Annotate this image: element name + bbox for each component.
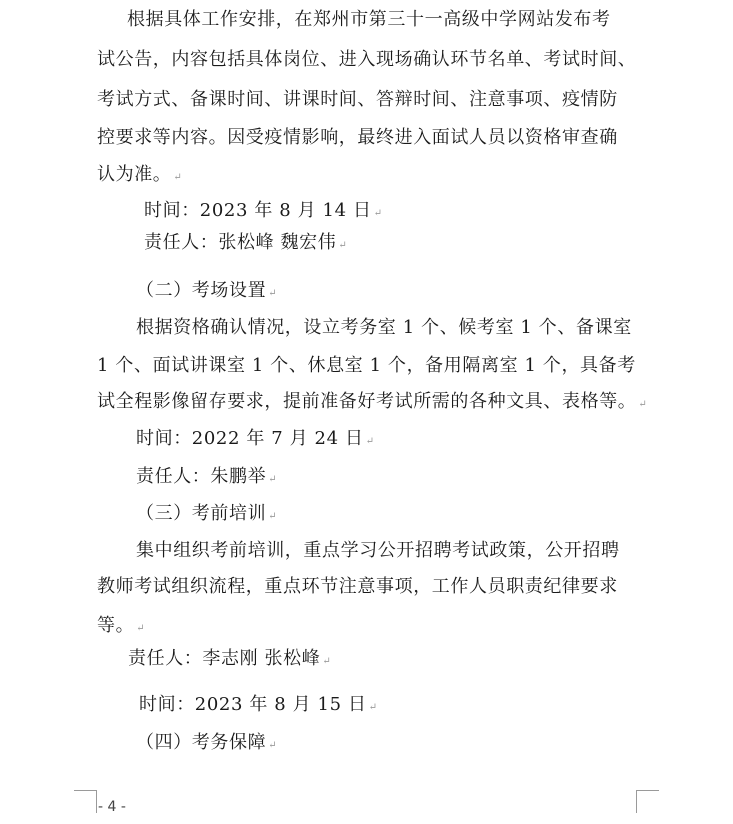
body-line: 根据具体工作安排，在郑州市第三十一高级中学网站发布考 [127,9,611,30]
section-heading: （三）考前培训 ↵ [136,503,277,524]
page-number: - 4 - [98,799,126,815]
body-line: 教师考试组织流程，重点环节注意事项，工作人员职责纪律要求 [97,576,618,597]
responsible-line: 责任人：李志刚 张松峰 ↵ [128,648,331,669]
responsible-line: 责任人：张松峰 魏宏伟 ↵ [144,232,347,253]
time-line: 时间：2023 年 8 月 15 日 ↵ [139,694,377,715]
responsible-line: 责任人：朱鹏举 ↵ [136,466,277,487]
time-line: 时间：2022 年 7 月 24 日 ↵ [136,428,374,449]
body-line: 1 个、面试讲课室 1 个、休息室 1 个，备用隔离室 1 个，具备考 [97,355,636,376]
section-heading: （二）考场设置 ↵ [136,280,277,301]
body-line: 根据资格确认情况，设立考务室 1 个、候考室 1 个、备课室 [136,317,632,338]
body-line: 考试方式、备课时间、讲课时间、答辩时间、注意事项、疫情防 [97,89,618,110]
body-line: 集中组织考前培训，重点学习公开招聘考试政策，公开招聘 [136,540,620,561]
crop-mark-right [636,790,659,813]
body-line: 控要求等内容。因受疫情影响，最终进入面试人员以资格审查确 [97,127,618,148]
body-line: 认为准。 ↵ [97,164,182,185]
time-line: 时间：2023 年 8 月 14 日 ↵ [144,200,382,221]
body-line: 试全程影像留存要求，提前准备好考试所需的各种文具、表格等。 ↵ [97,391,647,412]
section-heading: （四）考务保障 ↵ [136,732,277,753]
body-line: 等。 ↵ [97,615,145,636]
body-line: 试公告，内容包括具体岗位、进入现场确认环节名单、考试时间、 [97,49,637,70]
crop-mark-left [74,790,97,813]
